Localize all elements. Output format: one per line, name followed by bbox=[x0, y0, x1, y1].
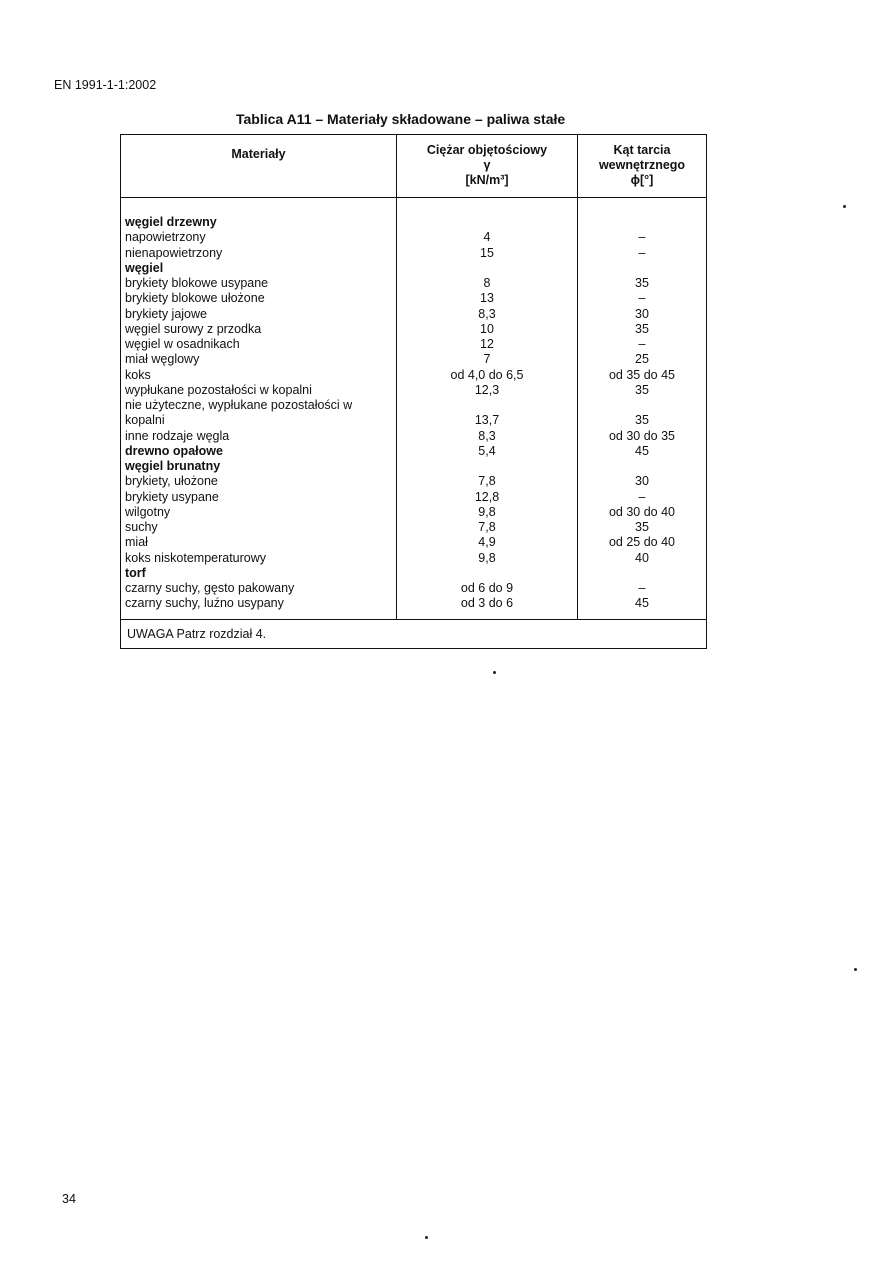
material-cell: nie użyteczne, wypłukane pozostałości w kopalni bbox=[125, 398, 353, 428]
table-row bbox=[121, 474, 706, 489]
table-row bbox=[121, 246, 706, 261]
material-cell: węgiel bbox=[125, 260, 164, 275]
table-note: UWAGA Patrz rozdział 4. bbox=[127, 627, 267, 641]
weight-cell: od 4,0 do 6,5 bbox=[450, 367, 524, 382]
table-row bbox=[121, 322, 706, 337]
material-cell: węgiel drzewny bbox=[125, 215, 217, 229]
material-cell: koks bbox=[125, 367, 151, 382]
material-cell: miał bbox=[125, 535, 148, 550]
angle-cell: 30 bbox=[635, 474, 649, 489]
weight-cell: 10 bbox=[480, 321, 494, 336]
material-cell: miał węglowy bbox=[125, 352, 200, 367]
material-cell: czarny suchy, luźno usypany bbox=[125, 596, 284, 611]
table-row bbox=[121, 566, 706, 581]
angle-cell: 35 bbox=[635, 321, 649, 336]
column-header-material: Materiały bbox=[231, 147, 286, 161]
angle-cell: 45 bbox=[635, 596, 649, 611]
angle-cell: 30 bbox=[635, 306, 649, 321]
weight-cell: 8 bbox=[483, 276, 491, 290]
table-row bbox=[121, 261, 706, 276]
weight-cell: 5,4 bbox=[478, 443, 496, 458]
table-row bbox=[121, 596, 706, 611]
scan-speck bbox=[854, 968, 857, 971]
material-cell: inne rodzaje węgla bbox=[125, 428, 230, 443]
angle-cell: – bbox=[638, 230, 646, 245]
table-row bbox=[121, 368, 706, 383]
angle-cell: od 30 do 40 bbox=[608, 504, 676, 519]
weight-cell: 13,7 bbox=[474, 413, 500, 428]
angle-cell: – bbox=[638, 337, 646, 351]
material-cell: brykiety blokowe ułożone bbox=[125, 291, 265, 306]
angle-cell: 35 bbox=[635, 276, 649, 290]
angle-cell: 35 bbox=[635, 520, 649, 534]
angle-cell: – bbox=[638, 291, 646, 306]
angle-cell: od 25 do 40 bbox=[608, 535, 676, 550]
angle-cell: 25 bbox=[635, 352, 649, 367]
material-cell: torf bbox=[125, 565, 146, 580]
column-header-angle-line: Kąt tarcia bbox=[613, 143, 671, 157]
angle-cell: 40 bbox=[635, 550, 649, 565]
column-header-weight-unit: [kN/m³] bbox=[465, 173, 509, 187]
weight-cell: 8,3 bbox=[478, 306, 496, 321]
angle-cell: 45 bbox=[635, 443, 649, 458]
weight-cell: 12 bbox=[480, 337, 494, 351]
material-cell: koks niskotemperaturowy bbox=[125, 550, 267, 565]
scan-speck bbox=[493, 671, 496, 674]
column-header-angle bbox=[578, 143, 706, 188]
table-title: Tablica A11 – Materiały składowane – paliwa stałe bbox=[236, 111, 566, 127]
angle-cell: 35 bbox=[635, 413, 649, 428]
material-cell: wilgotny bbox=[125, 504, 171, 519]
table-row bbox=[121, 383, 706, 398]
table-row bbox=[121, 337, 706, 352]
weight-cell: 8,3 bbox=[478, 428, 496, 443]
header-divider bbox=[121, 197, 706, 198]
table-row bbox=[121, 535, 706, 550]
material-cell: brykiety blokowe usypane bbox=[125, 276, 269, 290]
angle-cell: – bbox=[638, 489, 646, 504]
weight-cell: 4 bbox=[483, 230, 491, 245]
material-cell: drewno opałowe bbox=[125, 443, 223, 458]
document-id: EN 1991-1-1:2002 bbox=[54, 78, 157, 92]
material-cell: węgiel surowy z przodka bbox=[125, 321, 262, 336]
table-row bbox=[121, 551, 706, 566]
table-row bbox=[121, 520, 706, 535]
material-cell: nienapowietrzony bbox=[125, 245, 223, 260]
weight-cell: 7 bbox=[483, 352, 491, 367]
weight-cell: 9,8 bbox=[478, 550, 496, 565]
material-cell: napowietrzony bbox=[125, 230, 206, 245]
table-row bbox=[121, 444, 706, 459]
table-body bbox=[121, 215, 706, 612]
page-number: 34 bbox=[62, 1192, 76, 1206]
table-row bbox=[121, 581, 706, 596]
weight-cell: 12,8 bbox=[474, 489, 500, 504]
note-divider bbox=[121, 619, 706, 620]
table-row bbox=[121, 429, 706, 444]
table-row bbox=[121, 276, 706, 291]
column-header-weight-line: Ciężar objętościowy bbox=[426, 143, 548, 157]
table-row bbox=[121, 291, 706, 306]
scan-speck bbox=[425, 1236, 428, 1239]
scan-speck bbox=[843, 205, 846, 208]
weight-cell: 12,3 bbox=[474, 382, 500, 397]
table-row bbox=[121, 307, 706, 322]
material-cell: węgiel brunatny bbox=[125, 459, 221, 473]
angle-cell: – bbox=[638, 581, 646, 595]
weight-cell: 13 bbox=[480, 291, 494, 306]
weight-cell: od 6 do 9 bbox=[460, 581, 514, 595]
weight-cell: 4,9 bbox=[478, 535, 496, 550]
table-row bbox=[121, 230, 706, 245]
column-header-weight-symbol: γ bbox=[483, 158, 491, 172]
material-cell: brykiety usypane bbox=[125, 489, 219, 504]
table-row bbox=[121, 505, 706, 520]
table-row bbox=[121, 398, 706, 429]
weight-cell: 7,8 bbox=[478, 474, 496, 489]
column-header-angle-line: wewnętrznego bbox=[598, 158, 686, 172]
weight-cell: 15 bbox=[480, 245, 494, 260]
table-row bbox=[121, 490, 706, 505]
angle-cell: – bbox=[638, 245, 646, 260]
material-cell: suchy bbox=[125, 520, 158, 534]
angle-cell: 35 bbox=[635, 382, 649, 397]
material-cell: wypłukane pozostałości w kopalni bbox=[125, 382, 312, 397]
angle-cell: od 30 do 35 bbox=[608, 428, 676, 443]
table-row bbox=[121, 459, 706, 474]
angle-cell: od 35 do 45 bbox=[608, 367, 676, 382]
column-header-angle-unit: ϕ[°] bbox=[630, 173, 654, 187]
material-cell: czarny suchy, gęsto pakowany bbox=[125, 581, 295, 595]
table-row bbox=[121, 352, 706, 367]
material-cell: brykiety jajowe bbox=[125, 306, 207, 321]
weight-cell: 7,8 bbox=[478, 520, 496, 534]
material-cell: brykiety, ułożone bbox=[125, 474, 218, 489]
material-cell: węgiel w osadnikach bbox=[125, 337, 240, 351]
table-row bbox=[121, 215, 706, 230]
weight-cell: od 3 do 6 bbox=[460, 596, 514, 611]
column-header-weight bbox=[397, 143, 577, 188]
weight-cell: 9,8 bbox=[478, 504, 496, 519]
materials-table bbox=[120, 134, 707, 649]
